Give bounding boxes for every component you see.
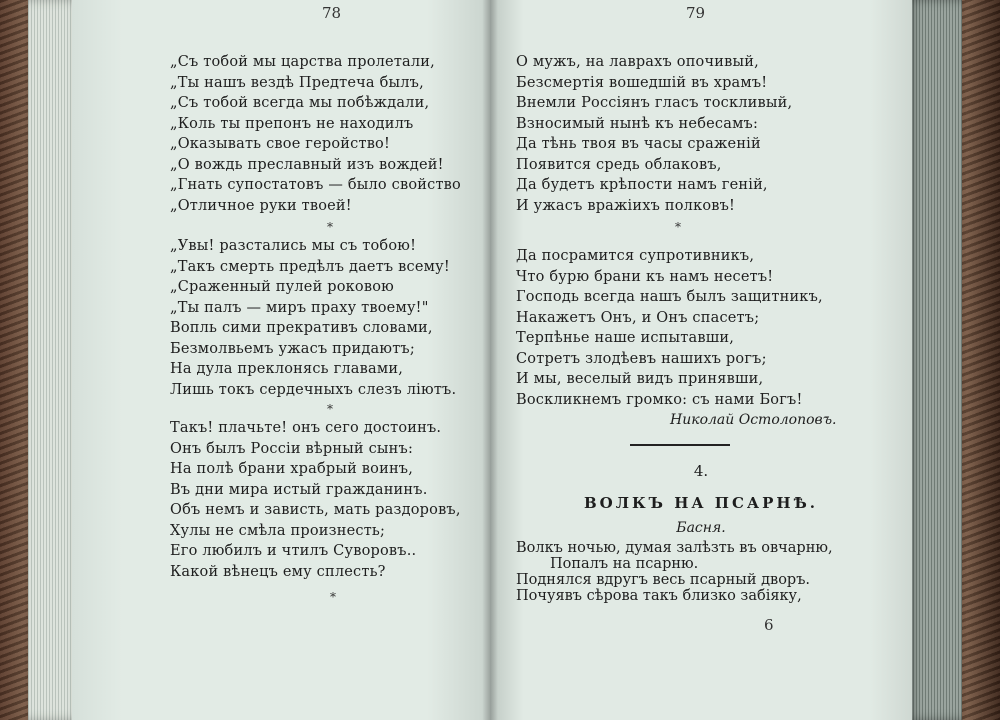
verse-line: Да тѣнь твоя въ часы сраженій xyxy=(516,136,761,152)
verse-line: „О вождь преславный изъ вождей! xyxy=(170,156,444,173)
stanza-separator: * xyxy=(327,402,333,416)
page-number: 78 xyxy=(322,4,342,22)
verse-line: Объ немъ и зависть, мать раздоровъ, xyxy=(170,502,461,518)
verse-line: Почуявъ сѣрова такъ близко забіяку, xyxy=(516,588,802,604)
stanza xyxy=(516,52,792,216)
page-number: 79 xyxy=(686,4,706,22)
verse-line: „Увы! разстались мы съ тобою! xyxy=(170,238,417,254)
verse-line: Лишь токъ сердечныхъ слезъ ліютъ. xyxy=(170,381,457,398)
verse-line: Да будетъ крѣпости намъ геній, xyxy=(516,177,768,193)
verse-line: „Съ тобой всегда мы побѣждали, xyxy=(170,95,430,111)
end-ornament: * xyxy=(330,590,336,604)
left-page xyxy=(72,0,490,720)
verse-line: „Коль ты препонъ не находилъ xyxy=(170,115,414,132)
verse-line: Накажетъ Онъ, и Онъ спасетъ; xyxy=(516,309,760,326)
author-signature: Николай Остолоповъ. xyxy=(670,412,837,428)
verse-line: Что бурю брани къ намъ несетъ! xyxy=(516,268,774,285)
stanza-separator: * xyxy=(327,220,333,234)
verse-line: „Съ тобой мы царства пролетали, xyxy=(170,54,435,70)
verse-line: Появится средь облаковъ, xyxy=(516,156,722,173)
verse-line: Безсмертія вошедшій въ храмъ! xyxy=(516,74,768,91)
verse-line: „Такъ смерть предѣлъ даетъ всему! xyxy=(170,258,450,275)
stanza xyxy=(170,418,461,582)
verse-line: Такъ! плачьте! онъ сего достоинъ. xyxy=(170,420,442,436)
verse-line: Терпѣнье наше испытавши, xyxy=(516,330,735,346)
verse-line: „Сраженный пулей роковою xyxy=(170,279,394,295)
verse-line: Вопль сими прекративъ словами, xyxy=(170,320,433,336)
verse-line: О мужъ, на лаврахъ опочивый, xyxy=(516,54,759,70)
verse-line: „Ты нашъ вездѣ Предтеча былъ, xyxy=(170,74,424,91)
stanza xyxy=(516,246,823,410)
verse-line: „Отличное руки твоей! xyxy=(170,197,352,214)
verse-line: И мы, веселый видъ принявши, xyxy=(516,371,764,387)
verse-line: Господь всегда нашъ былъ защитникъ, xyxy=(516,289,823,305)
verse-line: „Оказывать свое геройство! xyxy=(170,136,391,152)
verse-line: „Ты палъ — миръ праху твоему!" xyxy=(170,299,429,316)
verse-line: Да посрамится супротивникъ, xyxy=(516,248,755,264)
verse-line: Волкъ ночью, думая залѣзть въ овчарню, xyxy=(516,540,833,556)
page-edges-right xyxy=(907,0,962,720)
verse-line: Внемли Россіянъ гласъ тоскливый, xyxy=(516,95,793,111)
verse-line: Попалъ на псарню. xyxy=(550,556,699,572)
verse-line: Безмолвьемъ ужасъ придаютъ; xyxy=(170,340,415,357)
verse-line: И ужасъ вражіихъ полковъ! xyxy=(516,197,736,214)
book-gutter xyxy=(482,0,498,720)
verse-line: Хулы не смѣла произнесть; xyxy=(170,522,386,539)
verse-line: На полѣ брани храбрый воинъ, xyxy=(170,461,414,477)
verse-line: Въ дни мира истый гражданинъ. xyxy=(170,481,428,498)
verse-line: На дула преклонясь главами, xyxy=(170,361,404,377)
right-page xyxy=(490,0,912,720)
verse-line: Взносимый нынѣ къ небесамъ: xyxy=(516,115,759,132)
fable-subtitle: Басня. xyxy=(676,520,726,536)
stanza xyxy=(170,52,461,216)
printer-signature-mark: 6 xyxy=(764,616,774,634)
section-divider xyxy=(630,444,730,446)
stanza-separator: * xyxy=(675,220,681,234)
verse-line: Воскликнемъ громко: съ нами Богъ! xyxy=(516,391,803,408)
verse-line: Поднялся вдругъ весь псарный дворъ. xyxy=(516,572,811,588)
fable-number: 4. xyxy=(693,462,709,480)
verse-line: Сотретъ злодѣевъ нашихъ рогъ; xyxy=(516,350,767,367)
fable-title: ВОЛКЪ НА ПСАРНѢ. xyxy=(583,494,819,512)
verse-line: Какой вѣнецъ ему сплесть? xyxy=(170,563,386,580)
stanza xyxy=(170,236,456,400)
verse-line: Его любилъ и чтилъ Суворовъ.. xyxy=(170,543,417,559)
verse-line: Онъ былъ Россіи вѣрный сынъ: xyxy=(170,440,414,457)
verse-line: „Гнать супостатовъ — было свойство xyxy=(170,177,461,193)
